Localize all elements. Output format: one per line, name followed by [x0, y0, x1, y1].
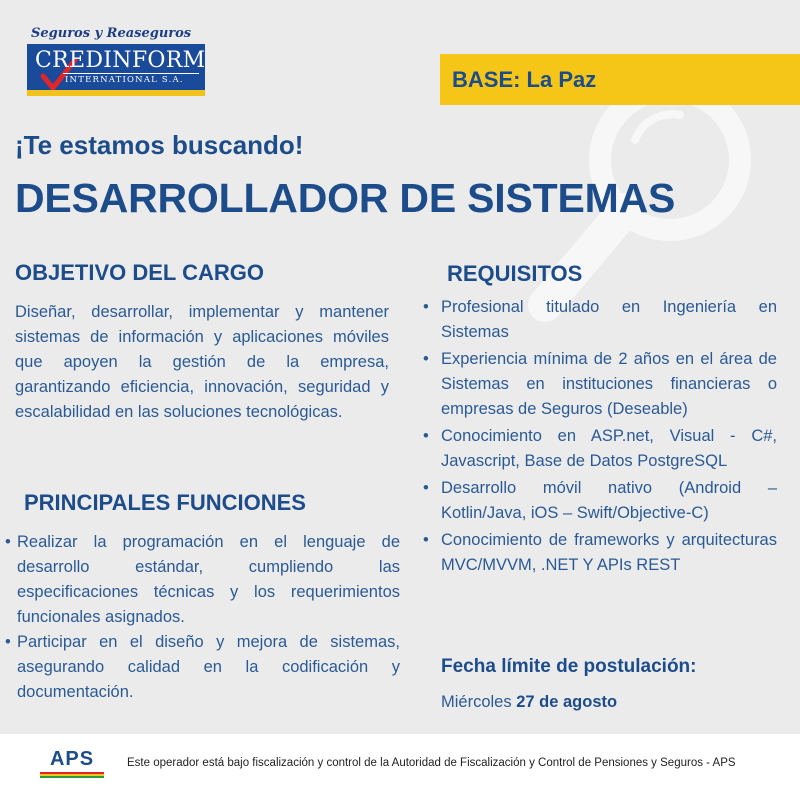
regulatory-notice: Este operador está bajo fiscalización y control de la Autoridad de Fiscalización y Control de Pensiones y Seguros - APS [127, 757, 736, 769]
list-item: • Conocimiento en ASP.net, Visual - C#, Javascript, Base de Datos PostgreSQL [420, 424, 777, 474]
logo-box [27, 44, 205, 96]
objetivo-heading: OBJETIVO DEL CARGO [15, 260, 264, 285]
deadline-label: Fecha límite de postulación: [441, 656, 697, 677]
list-item: • Experiencia mínima de 2 años en el área de Sistemas en instituciones financieras o empresas de Seguros (Deseable) [420, 347, 777, 422]
footer [0, 734, 800, 800]
aps-logo [36, 746, 108, 786]
logo-divider [63, 73, 199, 74]
hero-subtitle: ¡Te estamos buscando! [15, 130, 304, 160]
aps-logo-text: APS [49, 748, 95, 770]
base-banner [440, 54, 800, 105]
requisitos-list [420, 295, 777, 580]
logo-tagline: Seguros y Reaseguros [31, 26, 192, 41]
list-item: • Participar en el diseño y mejora de sistemas, asegurando calidad en la codificación y documentación. [5, 630, 400, 705]
company-logo [27, 26, 205, 96]
deadline-day: Miércoles [441, 693, 512, 711]
funciones-list [5, 530, 400, 705]
funciones-heading: PRINCIPALES FUNCIONES [24, 490, 306, 515]
list-item: • Conocimiento de frameworks y arquitecturas MVC/MVVM, .NET Y APIs REST [420, 528, 777, 578]
logo-name: CREDINFORM [35, 48, 205, 73]
list-item: • Profesional titulado en Ingeniería en Sistemas [420, 295, 777, 345]
base-location: BASE: La Paz [452, 66, 597, 92]
deadline-date-value: 27 de agosto [516, 693, 618, 711]
objetivo-text: Diseñar, desarrollar, implementar y mantener sistemas de información y aplicaciones móviles que apoyen la gestión de la empresa, garantizando eficiencia, innovación, seguridad y escalabilidad en las soluciones tecnológicas. [15, 303, 389, 421]
job-title: DESARROLLADOR DE SISTEMAS [15, 175, 676, 221]
list-item: • Desarrollo móvil nativo (Android – Kotlin/Java, iOS – Swift/Objective-C) [420, 476, 777, 526]
requisitos-heading: REQUISITOS [447, 261, 583, 286]
list-item: • Realizar la programación en el lenguaje de desarrollo estándar, cumpliendo las especificaciones técnicas y los requerimientos funcionales asignados. [5, 530, 400, 630]
deadline-date [441, 690, 617, 715]
logo-subname: INTERNATIONAL S.A. [65, 75, 184, 85]
aps-stripes-icon [40, 772, 104, 778]
